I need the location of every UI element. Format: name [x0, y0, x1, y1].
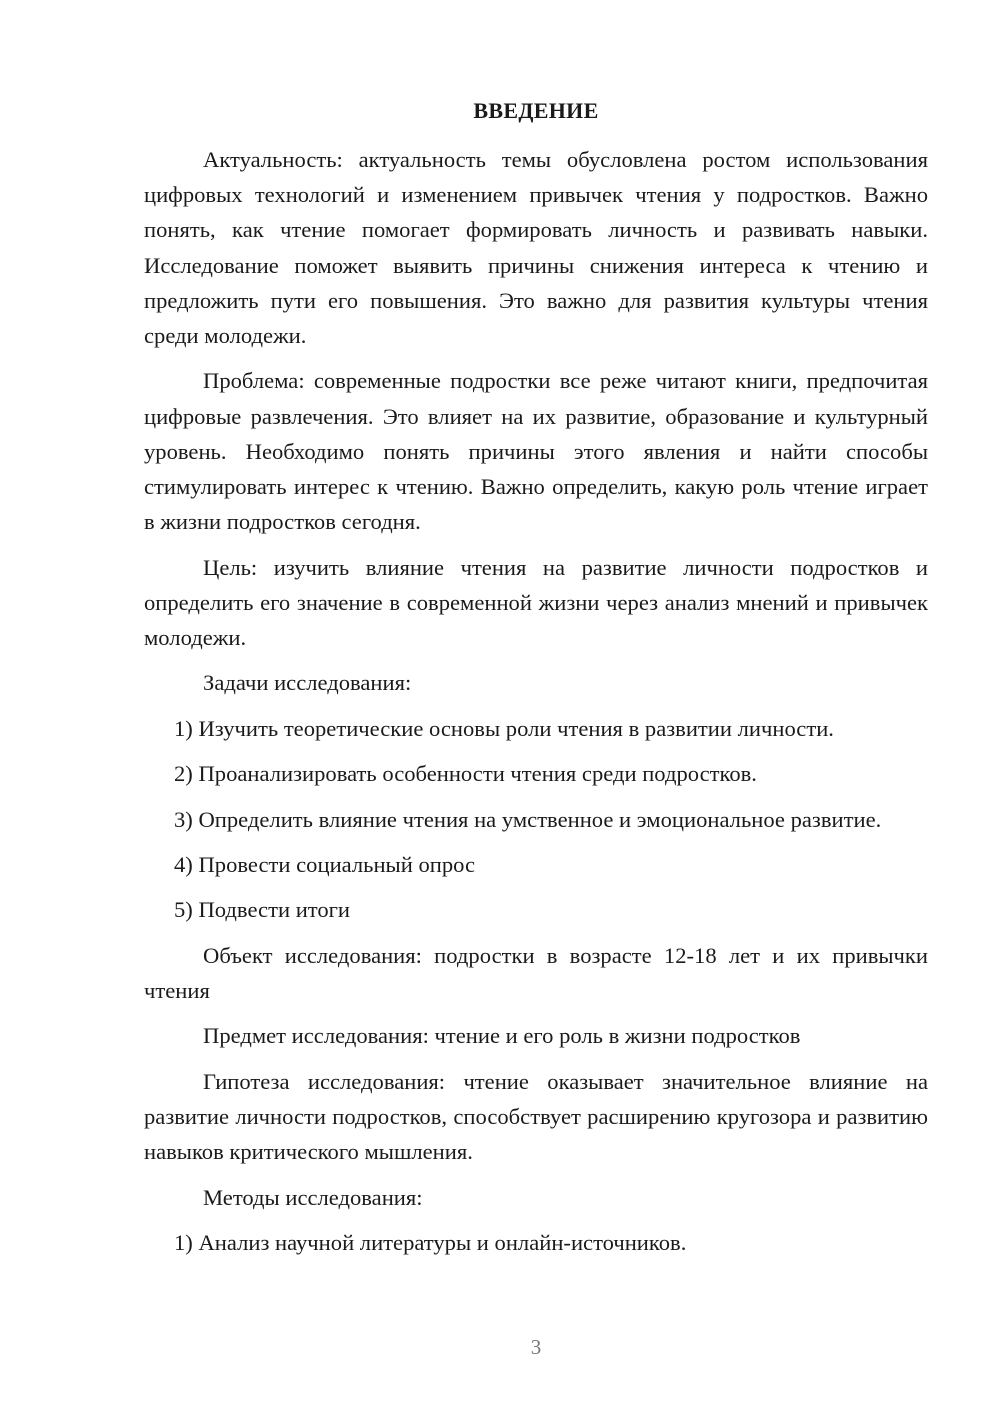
paragraph-object: Объект исследования: подростки в возрасте 12-18 лет и их привычки чтения: [144, 942, 928, 1003]
paragraph-tasks-heading: Задачи исследования:: [203, 670, 412, 696]
list-item-method-1: 1) Анализ научной литературы и онлайн-источников.: [174, 1229, 687, 1255]
list-item-task-5: 5) Подвести итоги: [174, 897, 351, 923]
document-page: [144, 0, 928, 1414]
paragraph-problem: Проблема: современные подростки все реже читают книги, предпочитая цифровые развлечения. Это влияет на их развитие, образование и культурный уровень. Необходимо понять причины этого явления и найти способы стимулировать интерес к чтению. Важно определить, какую роль чтение играет в жизни подростков сегодня.: [144, 368, 928, 535]
page-number: 3: [530, 1335, 542, 1359]
list-item-task-3: 3) Определить влияние чтения на умственное и эмоциональное развитие.: [174, 806, 882, 832]
page-title: ВВЕДЕНИЕ: [473, 98, 599, 123]
paragraph-goal: Цель: изучить влияние чтения на развитие личности подростков и определить его значение в современной жизни через анализ мнений и привычек молодежи.: [144, 554, 928, 651]
paragraph-methods-heading: Методы исследования:: [203, 1184, 423, 1210]
list-item-task-1: 1) Изучить теоретические основы роли чтения в развитии личности.: [174, 715, 834, 741]
list-item-task-4: 4) Провести социальный опрос: [174, 851, 476, 877]
list-item-task-2: 2) Проанализировать особенности чтения среди подростков.: [174, 761, 757, 787]
paragraph-subject: Предмет исследования: чтение и его роль в жизни подростков: [203, 1023, 801, 1049]
document-body: [144, 142, 928, 1270]
paragraph-hypothesis: Гипотеза исследования: чтение оказывает значительное влияние на развитие личности подростков, способствует расширению кругозора и развитию навыков критического мышления.: [144, 1068, 928, 1165]
paragraph-relevance: Актуальность: актуальность темы обусловлена ростом использования цифровых технологий и изменением привычек чтения у подростков. Важно понять, как чтение помогает формировать личность и развивать навыки. Исследование поможет выявить причины снижения интереса к чтению и предложить пути его повышения. Это важно для развития культуры чтения среди молодежи.: [144, 147, 928, 349]
